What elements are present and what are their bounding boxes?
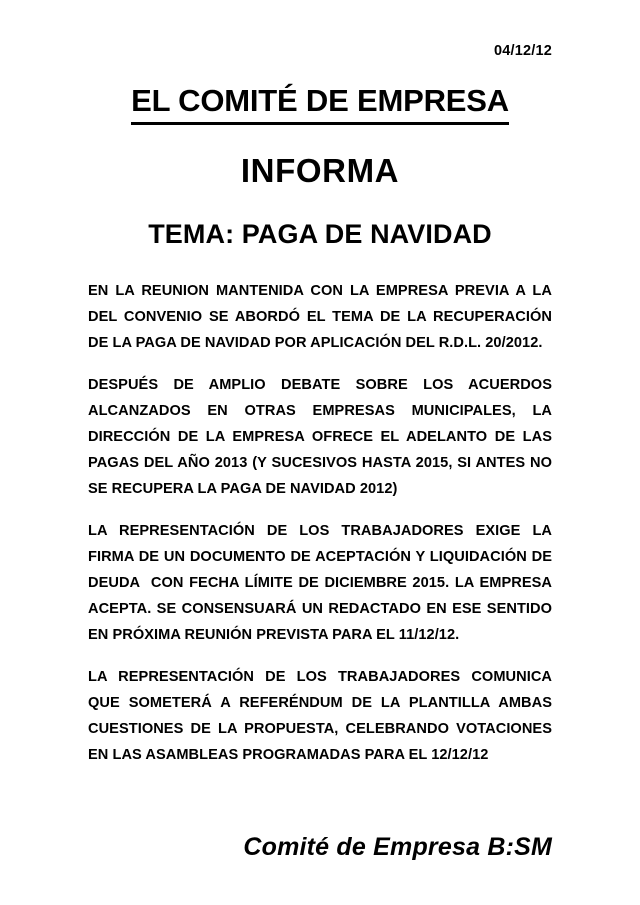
document-topic-heading: TEMA: PAGA DE NAVIDAD — [148, 219, 492, 249]
document-subtitle: INFORMA — [240, 152, 400, 189]
document-body — [88, 279, 557, 769]
body-paragraph: DESPUÉS DE AMPLIO DEBATE SOBRE LOS ACUERDOS ALCANZADOS EN OTRAS EMPRESAS MUNICIPALES, LA DIRECCIÓN DE LA EMPRESA OFRECE EL ADELANTO DE LAS PAGAS DEL AÑO 2013 (Y SUCESIVOS HASTA 2015, SI ANTES NO SE RECUPERA LA PAGA DE NAVIDAD 2012) — [88, 377, 557, 497]
document-signature: Comité de Empresa B:SM — [243, 832, 552, 861]
body-paragraph: LA REPRESENTACIÓN DE LOS TRABAJADORES EXIGE LA FIRMA DE UN DOCUMENTO DE ACEPTACIÓN Y LIQUIDACIÓN DE DEUDA CON FECHA LÍMITE DE DICIEMBRE 2015. LA EMPRESA ACEPTA. SE CONSENSUARÁ UN REDACTADO EN ESE SENTIDO EN PRÓXIMA REUNIÓN PREVISTA PARA EL 11/12/12. — [88, 523, 557, 643]
document-date: 04/12/12 — [493, 43, 552, 59]
body-paragraph: LA REPRESENTACIÓN DE LOS TRABAJADORES COMUNICA QUE SOMETERÁ A REFERÉNDUM DE LA PLANTILLA AMBAS CUESTIONES DE LA PROPUESTA, CELEBRANDO VOTACIONES EN LAS ASAMBLEAS PROGRAMADAS PARA EL 12/12/12 — [88, 669, 557, 763]
document-content — [88, 0, 557, 863]
body-paragraph: EN LA REUNION MANTENIDA CON LA EMPRESA PREVIA A LA DEL CONVENIO SE ABORDÓ EL TEMA DE LA RECUPERACIÓN DE LA PAGA DE NAVIDAD POR APLICACIÓN DEL R.D.L. 20/2012. — [88, 283, 557, 351]
page-title — [88, 82, 552, 125]
page-title-text: EL COMITÉ DE EMPRESA — [131, 82, 509, 125]
